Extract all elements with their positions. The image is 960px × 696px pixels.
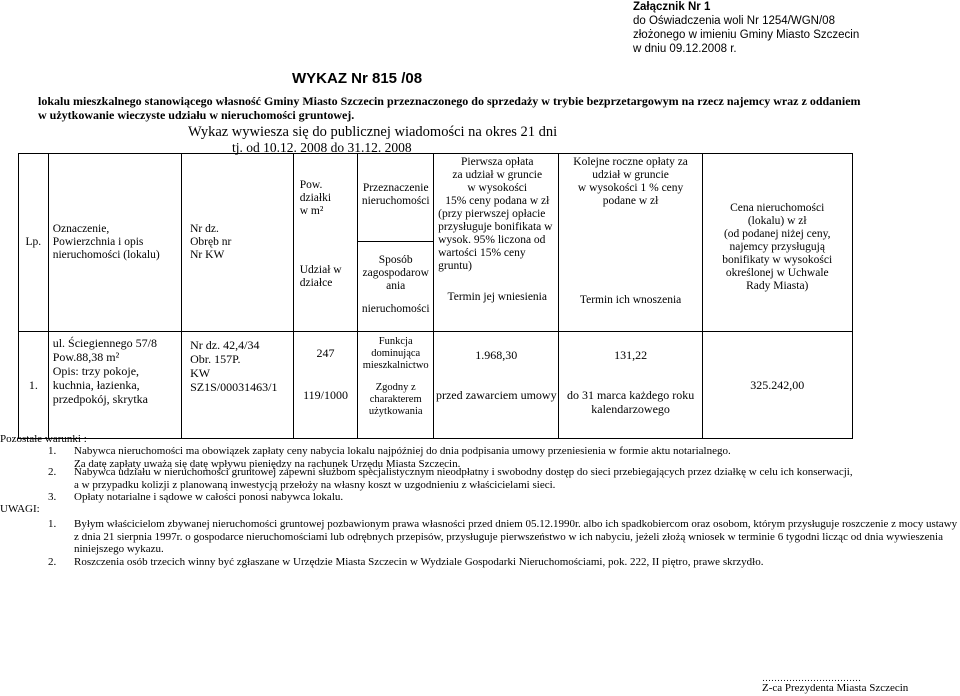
annex-header bbox=[633, 0, 859, 56]
header-lp: Lp. bbox=[19, 154, 49, 332]
conditions-label: Pozostałe warunki : bbox=[0, 433, 87, 445]
remark-text: Byłym właścicielom zbywanej nieruchomości gruntowej pozbawionym prawa własności przed dniem 05.12.1990r. albo ich spadkobiercom oraz osobom, którym przysługuje roszczenie z mocy ustawy z dnia 21 sierpnia 1997r. o gospodarce nieruchomościami lub odrębnych przepisów, przysługuje pierwszeństwo w ich nabyciu, jeżeli złożą wniosek w terminie 6 tygodni licząc od dnia wywieszenia niniejszego wykazu. bbox=[74, 518, 958, 555]
description-line: lokalu mieszkalnego stanowiącego własność Gminy Miasto Szczecin przeznaczonego do sprzedaży w trybie bezprzetargowym na rzecz najemcy wraz z oddaniem bbox=[38, 94, 861, 108]
description-line: w użytkowanie wieczyste udziału w nieruchomości gruntowej. bbox=[38, 108, 355, 122]
header-first-fee: Pierwsza opłata za udział w gruncie w wysokości 15% ceny podana w zł (przy pierwszej opłacie przysługuje bonifikata w wysok. 95% liczona od wartości 15% ceny gruntu) Termin jej wniesienia bbox=[434, 154, 559, 332]
row-price: 325.242,00 bbox=[702, 332, 852, 439]
condition-number: 3. bbox=[48, 491, 57, 503]
signature-title: Z-ca Prezydenta Miasta Szczecin bbox=[762, 682, 909, 694]
condition-number: 2. bbox=[48, 466, 57, 478]
notice: Wykaz wywiesza się do publicznej wiadomości na okres 21 dni bbox=[188, 124, 558, 140]
table-row bbox=[19, 332, 960, 439]
header-purpose-use: Przeznaczenie nieruchomości Sposób zagospodarow ania nieruchomości bbox=[358, 154, 434, 332]
header-price: Cena nieruchomości (lokalu) w zł (od podanej niżej ceny, najemcy przysługują bonifikaty w wysokości określonej w Uchwale Rady Miasta) bbox=[702, 154, 852, 332]
table-header-row bbox=[19, 154, 960, 332]
property-table bbox=[18, 153, 960, 439]
row-lp: 1. bbox=[19, 332, 49, 439]
remark-text: Roszczenia osób trzecich winny być zgłaszane w Urzędzie Miasta Szczecin w Wydziale Gospodarki Nieruchomościami, pok. 222, II piętro, prawe skrzydło. bbox=[74, 556, 764, 568]
notice-dates: tj. od 10.12. 2008 do 31.12. 2008 bbox=[232, 140, 412, 155]
row-first-fee: 1.968,30 przed zawarciem umowy bbox=[434, 332, 559, 439]
remark-number: 2. bbox=[48, 556, 57, 568]
row-parcel: Nr dz. 42,4/34 Obr. 157P. KW SZ1S/00031463/1 bbox=[182, 332, 294, 439]
row-designation: ul. Ściegiennego 57/8 Pow.88,38 m² Opis: trzy pokoje, kuchnia, łazienka, przedpokój, skrytka bbox=[48, 332, 181, 439]
annex-line: Załącznik Nr 1 bbox=[633, 1, 711, 13]
row-area-share: 247 119/1000 bbox=[293, 332, 358, 439]
header-area-share: Pow. działki w m² Udział w działce bbox=[293, 154, 358, 332]
annex-line: do Oświadczenia woli Nr 1254/WGN/08 bbox=[633, 15, 835, 27]
annex-line: złożonego w imieniu Gminy Miasto Szczecin bbox=[633, 29, 860, 41]
condition-text: Opłaty notarialne i sądowe w całości ponosi nabywca lokalu. bbox=[74, 491, 344, 503]
condition-text: Nabywca nieruchomości ma obowiązek zapłaty ceny nabycia lokalu najpóźniej do dnia podpisania umowy przeniesienia w formie aktu notarialnego. Za datę zapłaty uważa się datę wpływu pieniędzy na rachunek Urzędu Miasta Szczecin. bbox=[74, 445, 731, 470]
condition-number: 1. bbox=[48, 445, 57, 457]
row-annual-fee: 131,22 do 31 marca każdego roku kalendarzowego bbox=[559, 332, 702, 439]
remarks-label: UWAGI: bbox=[0, 503, 40, 515]
signature-line: …………………………… bbox=[762, 673, 861, 683]
header-parcel: Nr dz. Obręb nr Nr KW bbox=[182, 154, 294, 332]
header-designation: Oznaczenie, Powierzchnia i opis nieruchomości (lokalu) bbox=[48, 154, 181, 332]
page-title: WYKAZ Nr 815 /08 bbox=[292, 70, 423, 87]
row-purpose-use: Funkcja dominująca mieszkalnictwo Zgodny z charakterem użytkowania bbox=[358, 332, 434, 439]
remark-number: 1. bbox=[48, 518, 57, 530]
annex-line: w dniu 09.12.2008 r. bbox=[633, 43, 737, 55]
condition-text: Nabywca udziału w nieruchomości gruntowej zapewni służbom specjalistycznym nieodpłatny i swobodny dostęp do sieci przebiegających przez działkę w celu ich konserwacji, a w przypadku kolizji z planowaną inwestycją przełoży na własny koszt w uzgodnieniu z właścicielami sieci. bbox=[74, 466, 853, 491]
description bbox=[38, 94, 861, 122]
header-annual-fee: Kolejne roczne opłaty za udział w gruncie w wysokości 1 % ceny podane w zł Termin ich wnoszenia bbox=[559, 154, 702, 332]
